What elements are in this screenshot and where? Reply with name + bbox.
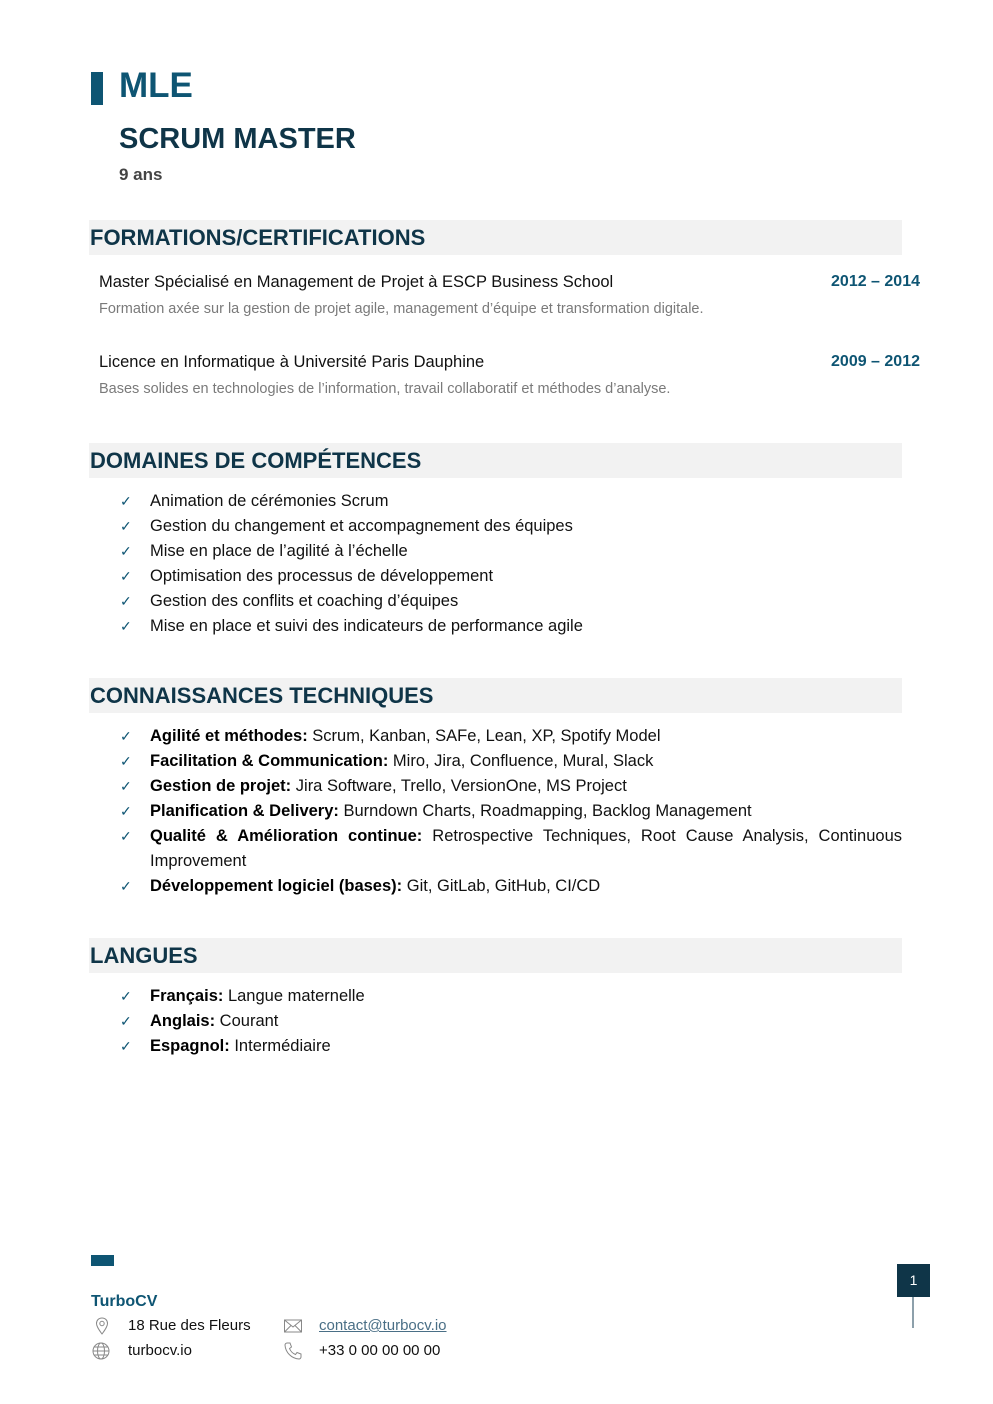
- check-icon: ✓: [120, 828, 132, 844]
- footer-email-link[interactable]: contact@turbocv.io: [319, 1317, 447, 1334]
- section-header-languages: [89, 938, 902, 973]
- item-label: Espagnol:: [150, 1037, 230, 1055]
- education-description: Bases solides en technologies de l’information, travail collaboratif et méthodes d’analyse.: [99, 381, 671, 397]
- skill-text: Animation de cérémonies Scrum: [150, 492, 389, 510]
- item-value: Git, GitLab, GitHub, CI/CD: [402, 877, 601, 895]
- section-title: DOMAINES DE COMPÉTENCES: [90, 448, 422, 473]
- list-item: [120, 489, 902, 514]
- item-label: Planification & Delivery:: [150, 802, 339, 820]
- list-item: [120, 564, 902, 589]
- check-icon: ✓: [120, 518, 132, 534]
- list-item: [120, 799, 902, 824]
- section-header-skills: [89, 443, 902, 478]
- education-dates: 2009 – 2012: [831, 353, 920, 370]
- languages-list: [120, 984, 902, 1059]
- check-icon: ✓: [120, 568, 132, 584]
- list-item: [120, 539, 902, 564]
- list-item: [120, 1009, 902, 1034]
- item-label: Anglais:: [150, 1012, 216, 1030]
- list-item: [120, 874, 902, 899]
- section-header-education: [89, 220, 902, 255]
- footer-address: 18 Rue des Fleurs: [128, 1317, 251, 1334]
- list-item: [120, 774, 902, 799]
- item-value: Intermédiaire: [229, 1037, 331, 1055]
- skill-text: Mise en place de l’agilité à l’échelle: [150, 542, 408, 560]
- list-item: [120, 824, 902, 874]
- map-pin-icon: [92, 1316, 112, 1336]
- check-icon: ✓: [120, 753, 132, 769]
- check-icon: ✓: [120, 878, 132, 894]
- envelope-icon: [283, 1316, 303, 1336]
- check-icon: ✓: [120, 543, 132, 559]
- technical-list: [120, 724, 902, 899]
- item-value: Scrum, Kanban, SAFe, Lean, XP, Spotify Model: [307, 727, 661, 745]
- item-label: Gestion de projet:: [150, 777, 292, 795]
- item-value: Miro, Jira, Confluence, Mural, Slack: [388, 752, 654, 770]
- item-value: Jira Software, Trello, VersionOne, MS Project: [291, 777, 627, 795]
- list-item: [120, 514, 902, 539]
- footer-accent-mark: [91, 1255, 114, 1266]
- section-title: CONNAISSANCES TECHNIQUES: [90, 683, 434, 708]
- check-icon: ✓: [120, 988, 132, 1004]
- item-label: Agilité et méthodes:: [150, 727, 308, 745]
- check-icon: ✓: [120, 778, 132, 794]
- section-header-technical: [89, 678, 902, 713]
- education-description: Formation axée sur la gestion de projet agile, management d’équipe et transformation digitale.: [99, 301, 704, 317]
- skill-text: Gestion du changement et accompagnement des équipes: [150, 517, 573, 535]
- page-number-line: [912, 1297, 914, 1328]
- header-accent-bar: [91, 72, 103, 105]
- check-icon: ✓: [120, 1038, 132, 1054]
- list-item: [120, 984, 902, 1009]
- check-icon: ✓: [120, 803, 132, 819]
- item-label: Développement logiciel (bases):: [150, 877, 403, 895]
- list-item: [120, 614, 902, 639]
- list-item: [120, 589, 902, 614]
- item-value: Retrospective Techniques, Root Cause Analysis, Continuous Improvement: [150, 827, 903, 870]
- item-value: Langue maternelle: [223, 987, 365, 1005]
- candidate-name: MLE: [119, 66, 193, 105]
- check-icon: ✓: [120, 493, 132, 509]
- check-icon: ✓: [120, 618, 132, 634]
- phone-icon: [283, 1341, 303, 1361]
- footer-phone: +33 0 00 00 00 00: [319, 1342, 441, 1359]
- section-title: LANGUES: [90, 943, 198, 968]
- list-item: [120, 749, 902, 774]
- footer-website[interactable]: turbocv.io: [128, 1342, 192, 1359]
- skill-text: Gestion des conflits et coaching d’équipes: [150, 592, 459, 610]
- education-title: Master Spécialisé en Management de Projet à ESCP Business School: [99, 273, 614, 291]
- skill-text: Optimisation des processus de développement: [150, 567, 494, 585]
- list-item: [120, 724, 902, 749]
- job-title: SCRUM MASTER: [119, 123, 356, 155]
- education-title: Licence en Informatique à Université Paris Dauphine: [99, 353, 485, 371]
- section-title: FORMATIONS/CERTIFICATIONS: [90, 225, 426, 250]
- item-label: Français:: [150, 987, 224, 1005]
- skills-list: [120, 489, 902, 639]
- check-icon: ✓: [120, 1013, 132, 1029]
- globe-icon: [91, 1341, 111, 1361]
- education-dates: 2012 – 2014: [831, 273, 920, 290]
- check-icon: ✓: [120, 593, 132, 609]
- list-item: [120, 1034, 902, 1059]
- check-icon: ✓: [120, 728, 132, 744]
- item-label: Qualité & Amélioration continue:: [150, 827, 423, 845]
- skill-text: Mise en place et suivi des indicateurs de performance agile: [150, 617, 583, 635]
- item-value: Courant: [215, 1012, 279, 1030]
- experience-years: 9 ans: [119, 165, 163, 184]
- footer-brand: TurboCV: [91, 1293, 158, 1310]
- page-number: 1: [897, 1264, 930, 1297]
- item-value: Burndown Charts, Roadmapping, Backlog Management: [338, 802, 752, 820]
- item-label: Facilitation & Communication:: [150, 752, 389, 770]
